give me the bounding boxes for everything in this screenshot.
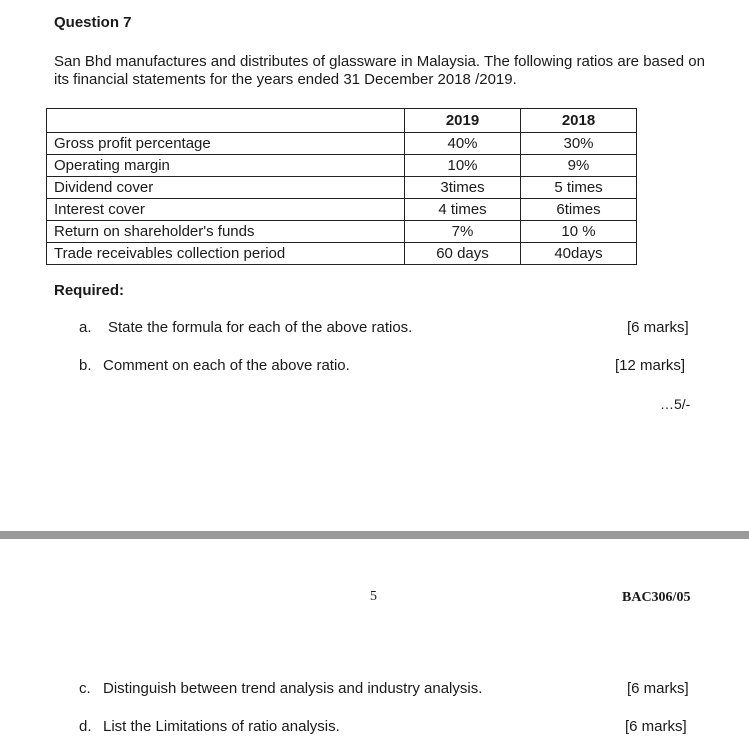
row-label: Gross profit percentage [47, 133, 405, 155]
row-label: Trade receivables collection period [47, 243, 405, 265]
table-row [47, 177, 637, 199]
question-intro: San Bhd manufactures and distributes of glassware in Malaysia. The following ratios are based on its financial statements for the years ended 31 December 2018 /2019. [54, 53, 705, 88]
row-label: Interest cover [47, 199, 405, 221]
item-d-letter: d. [79, 718, 92, 735]
item-c-marks: [6 marks] [627, 680, 689, 697]
row-label: Operating margin [47, 155, 405, 177]
value-2018: 6times [521, 199, 637, 221]
value-2019: 10% [405, 155, 521, 177]
required-heading: Required: [54, 282, 125, 299]
item-c-letter: c. [79, 680, 91, 697]
item-b-letter: b. [79, 357, 92, 374]
value-2018: 30% [521, 133, 637, 155]
ratios-table [46, 108, 637, 265]
value-2018: 9% [521, 155, 637, 177]
item-b-text: Comment on each of the above ratio. [103, 357, 350, 374]
value-2019: 60 days [405, 243, 521, 265]
item-d-marks: [6 marks] [625, 718, 687, 735]
continuation-marker: …5/- [660, 396, 691, 412]
question-title: Question 7 [54, 14, 132, 31]
item-d-text: List the Limitations of ratio analysis. [103, 718, 340, 735]
page-separator [0, 531, 749, 539]
value-2019: 3times [405, 177, 521, 199]
table-header-row [47, 109, 637, 133]
value-2019: 40% [405, 133, 521, 155]
page-number: 5 [370, 589, 377, 604]
item-a-text: State the formula for each of the above ratios. [108, 319, 413, 336]
course-code: BAC306/05 [622, 590, 691, 605]
table-row [47, 221, 637, 243]
table-row [47, 155, 637, 177]
item-c-text: Distinguish between trend analysis and industry analysis. [103, 680, 483, 697]
header-2018: 2018 [521, 109, 637, 133]
value-2019: 4 times [405, 199, 521, 221]
value-2018: 10 % [521, 221, 637, 243]
row-label: Return on shareholder's funds [47, 221, 405, 243]
item-a-letter: a. [79, 319, 92, 336]
table-row [47, 199, 637, 221]
item-a-marks: [6 marks] [627, 319, 689, 336]
row-label: Dividend cover [47, 177, 405, 199]
header-blank-cell [47, 109, 405, 133]
header-2019: 2019 [405, 109, 521, 133]
value-2018: 40days [521, 243, 637, 265]
table-row [47, 243, 637, 265]
item-b-marks: [12 marks] [615, 357, 686, 374]
value-2018: 5 times [521, 177, 637, 199]
table-row [47, 133, 637, 155]
value-2019: 7% [405, 221, 521, 243]
